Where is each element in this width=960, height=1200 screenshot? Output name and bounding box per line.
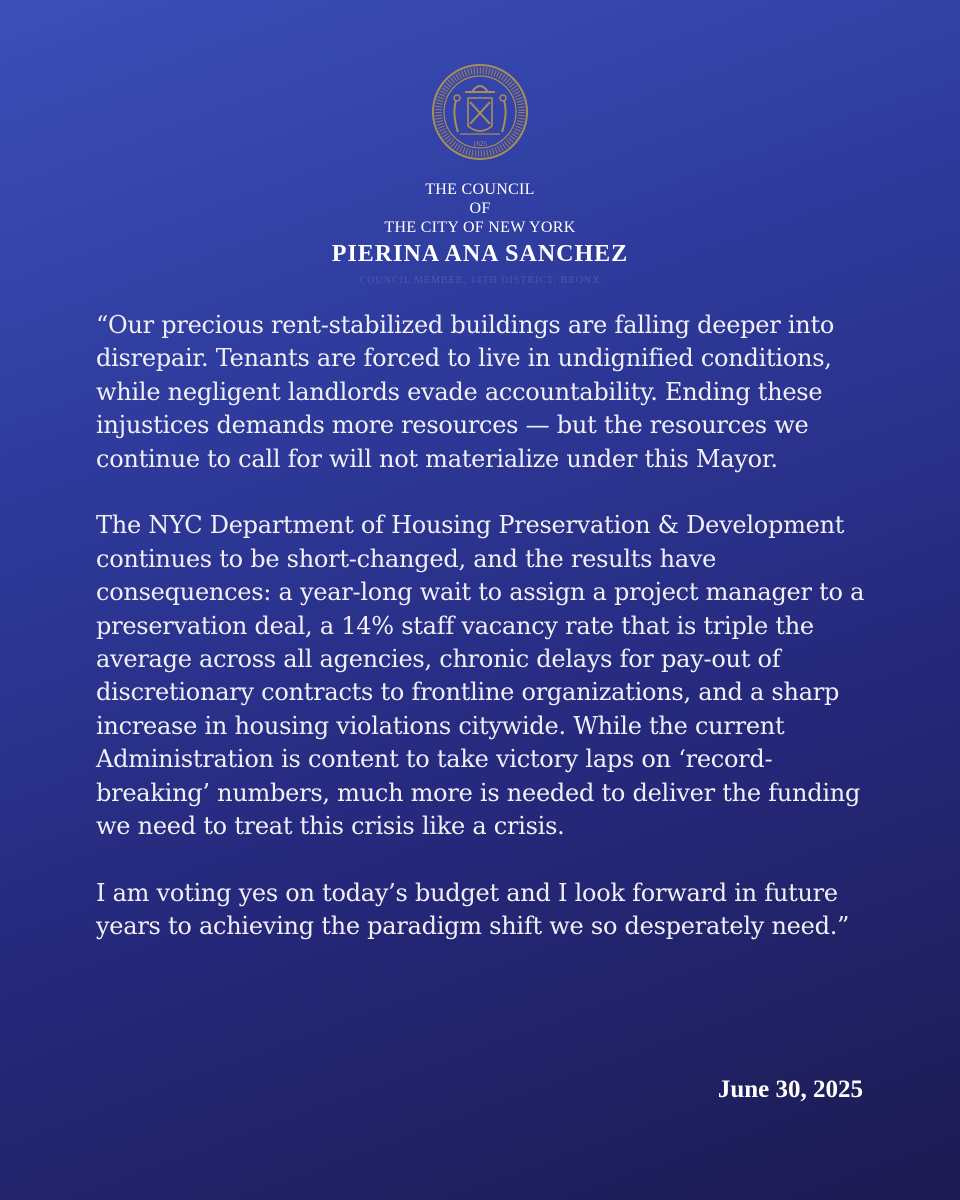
council-title-line3: THE CITY OF NEW YORK [384, 219, 576, 236]
council-title-line2: OF [469, 200, 491, 217]
city-seal-icon [430, 62, 530, 162]
council-member-name: PIERINA ANA SANCHEZ [331, 241, 629, 267]
council-title-line1: THE COUNCIL [425, 181, 535, 198]
svg-text:1625: 1625 [473, 140, 487, 148]
statement-paragraph-3: I am voting yes on today’s budget and I look forward in future years to achieving the paradigm shift we so desperately need.” [96, 878, 850, 941]
letterhead [0, 180, 960, 287]
statement-body [96, 309, 886, 944]
council-member-district: COUNCIL MEMBER, 14TH DISTRICT, BRONX [359, 275, 601, 286]
statement-paragraph-1: “Our precious rent-stabilized buildings are falling deeper into disrepair. Tenants are forced to live in undignified conditions, while negligent landlords evade accountability. Ending these injustices demands more resources — but the resources we continue to call for will not materialize under this Mayor. [96, 311, 835, 473]
statement-date: June 30, 2025 [717, 1076, 863, 1103]
statement-paragraph-2: The NYC Department of Housing Preservation & Development continues to be short-changed, and the results have consequences: a year-long wait to assign a project manager to a preservation deal, a 14% staff vacancy rate that is triple the average across all agencies, chronic delays for pay-out of discretionary contracts to frontline organizations, and a sharp increase in housing violations citywide. While the current Administration is content to take victory laps on ‘record-breaking’ numbers, much more is needed to deliver the funding we need to treat this crisis like a crisis. [96, 511, 865, 841]
